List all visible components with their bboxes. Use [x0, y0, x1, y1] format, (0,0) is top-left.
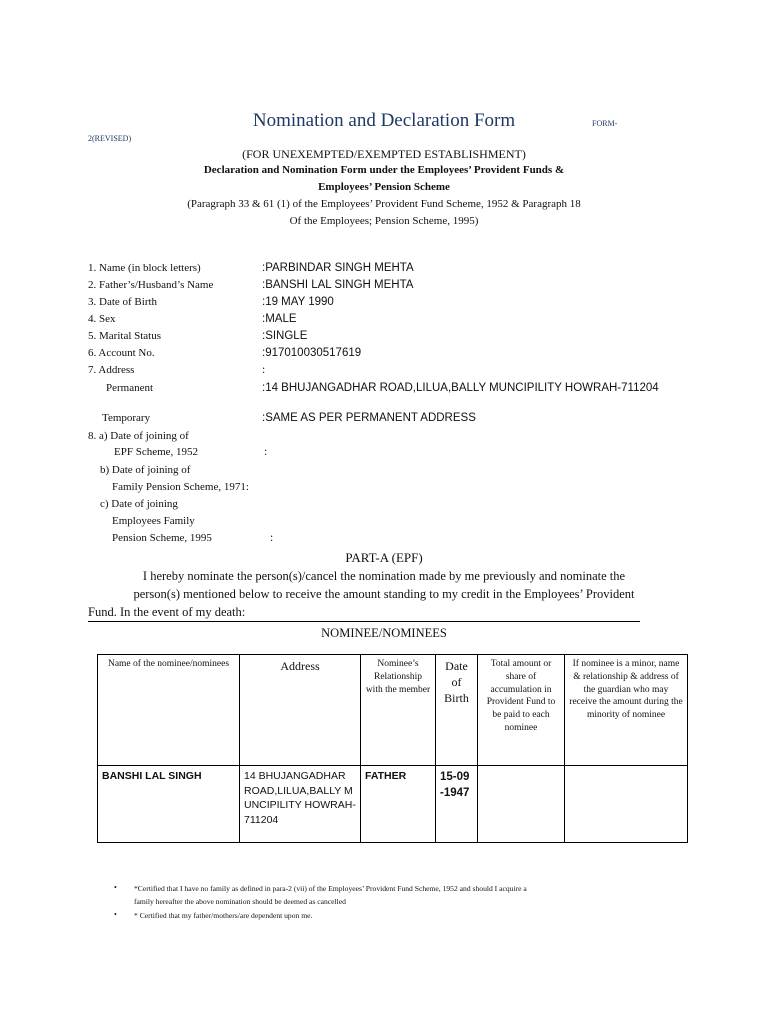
- nominee-guardian: [565, 766, 688, 843]
- subtitle-pension-scheme: Employees’ Pension Scheme: [318, 181, 450, 193]
- footnote-2: * Certified that my father/mothers/are dependent upon me.: [134, 911, 313, 920]
- temporary-address-value: :SAME AS PER PERMANENT ADDRESS: [262, 412, 476, 424]
- dob-value: :19 MAY 1990: [262, 296, 334, 308]
- father-value: :BANSHI LAL SINGH MEHTA: [262, 279, 414, 291]
- nominee-name: BANSHI LAL SINGH: [98, 766, 240, 843]
- footnote-bullet-2: •: [114, 910, 117, 919]
- nominee-share: [478, 766, 565, 843]
- temporary-label: Temporary: [102, 412, 151, 424]
- nomination-para-line-3: Fund. In the event of my death:: [88, 605, 246, 619]
- footnote-bullet-1: •: [114, 883, 117, 892]
- nomination-para-line-2: person(s) mentioned below to receive the amount standing to my credit in the Employees’ Provident: [133, 587, 635, 601]
- doj-fps-label: b) Date of joining of: [100, 464, 191, 476]
- sex-value: :MALE: [262, 313, 297, 325]
- doj-eps-label-3: Pension Scheme, 1995: [112, 532, 212, 544]
- form-title: Nomination and Declaration Form: [252, 110, 516, 131]
- footnote-1-line-1: *Certified that I have no family as defined in para-2 (vii) of the Employees’ Provident Fund Scheme, 1952 and should I acquire a: [134, 884, 527, 893]
- paragraph-underline: [88, 621, 640, 622]
- account-value: :917010030517619: [262, 347, 362, 359]
- address-label: 7. Address: [88, 364, 135, 376]
- col-header-relationship: Nominee’s Relationship with the member: [361, 655, 436, 766]
- doj-eps-colon: :: [270, 532, 274, 544]
- form-revision: 2(REVISED): [88, 134, 132, 143]
- father-label: 2. Father’s/Husband’s Name: [88, 279, 214, 291]
- doj-epf-colon: :: [264, 446, 268, 458]
- doj-epf-label-2: EPF Scheme, 1952: [114, 446, 199, 458]
- nominee-heading: NOMINEE/NOMINEES: [321, 626, 447, 640]
- marital-value: :SINGLE: [262, 330, 308, 342]
- account-label: 6. Account No.: [88, 347, 155, 359]
- sex-label: 4. Sex: [88, 313, 116, 325]
- permanent-address-value: :14 BHUJANGADHAR ROAD,LILUA,BALLY MUNCIPILITY HOWRAH-711204: [262, 382, 659, 394]
- subtitle-paragraph-cont: Of the Employees; Pension Scheme, 1995): [289, 215, 479, 227]
- footnote-1-line-2: family hereafter the above nomination should be deemed as cancelled: [134, 897, 346, 906]
- address-colon: :: [262, 364, 266, 376]
- dob-label: 3. Date of Birth: [88, 296, 158, 308]
- nomination-para-line-1: I hereby nominate the person(s)/cancel the nomination made by me previously and nominate the: [142, 569, 626, 583]
- col-header-share: Total amount or share of accumulation in Provident Fund to be paid to each nominee: [478, 655, 565, 766]
- col-header-guardian: If nominee is a minor, name & relationship & address of the guardian who may receive the amount during the minority of nominee: [565, 655, 688, 766]
- subtitle-declaration: Declaration and Nomination Form under the Employees’ Provident Funds &: [203, 164, 565, 176]
- form-number: FORM-: [592, 119, 618, 128]
- doj-epf-label: 8. a) Date of joining of: [88, 430, 189, 442]
- name-label: 1. Name (in block letters): [88, 262, 201, 274]
- table-header-row: [98, 655, 688, 766]
- nominee-dob: 15-09-1947: [436, 766, 478, 843]
- col-header-address: Address: [240, 655, 361, 766]
- part-a-heading: PART-A (EPF): [345, 550, 423, 565]
- table-row: [98, 766, 688, 843]
- nominee-relationship: FATHER: [361, 766, 436, 843]
- subtitle-paragraph: (Paragraph 33 & 61 (1) of the Employees’ Provident Fund Scheme, 1952 & Paragraph 18: [187, 198, 581, 210]
- name-value: :PARBINDAR SINGH MEHTA: [262, 262, 414, 274]
- marital-label: 5. Marital Status: [88, 330, 162, 342]
- subtitle-establishment: (FOR UNEXEMPTED/EXEMPTED ESTABLISHMENT): [242, 147, 526, 161]
- permanent-label: Permanent: [106, 382, 154, 394]
- col-header-name: Name of the nominee/nominees: [98, 655, 240, 766]
- nominee-address: 14 BHUJANGADHAR ROAD,LILUA,BALLY MUNCIPILITY HOWRAH-711204: [240, 766, 361, 843]
- col-header-dob: Date of Birth: [436, 655, 478, 766]
- doj-eps-label-2: Employees Family: [112, 515, 195, 527]
- doj-eps-label: c) Date of joining: [100, 498, 178, 510]
- nominee-table: [97, 654, 688, 843]
- doj-fps-label-2: Family Pension Scheme, 1971:: [112, 481, 249, 493]
